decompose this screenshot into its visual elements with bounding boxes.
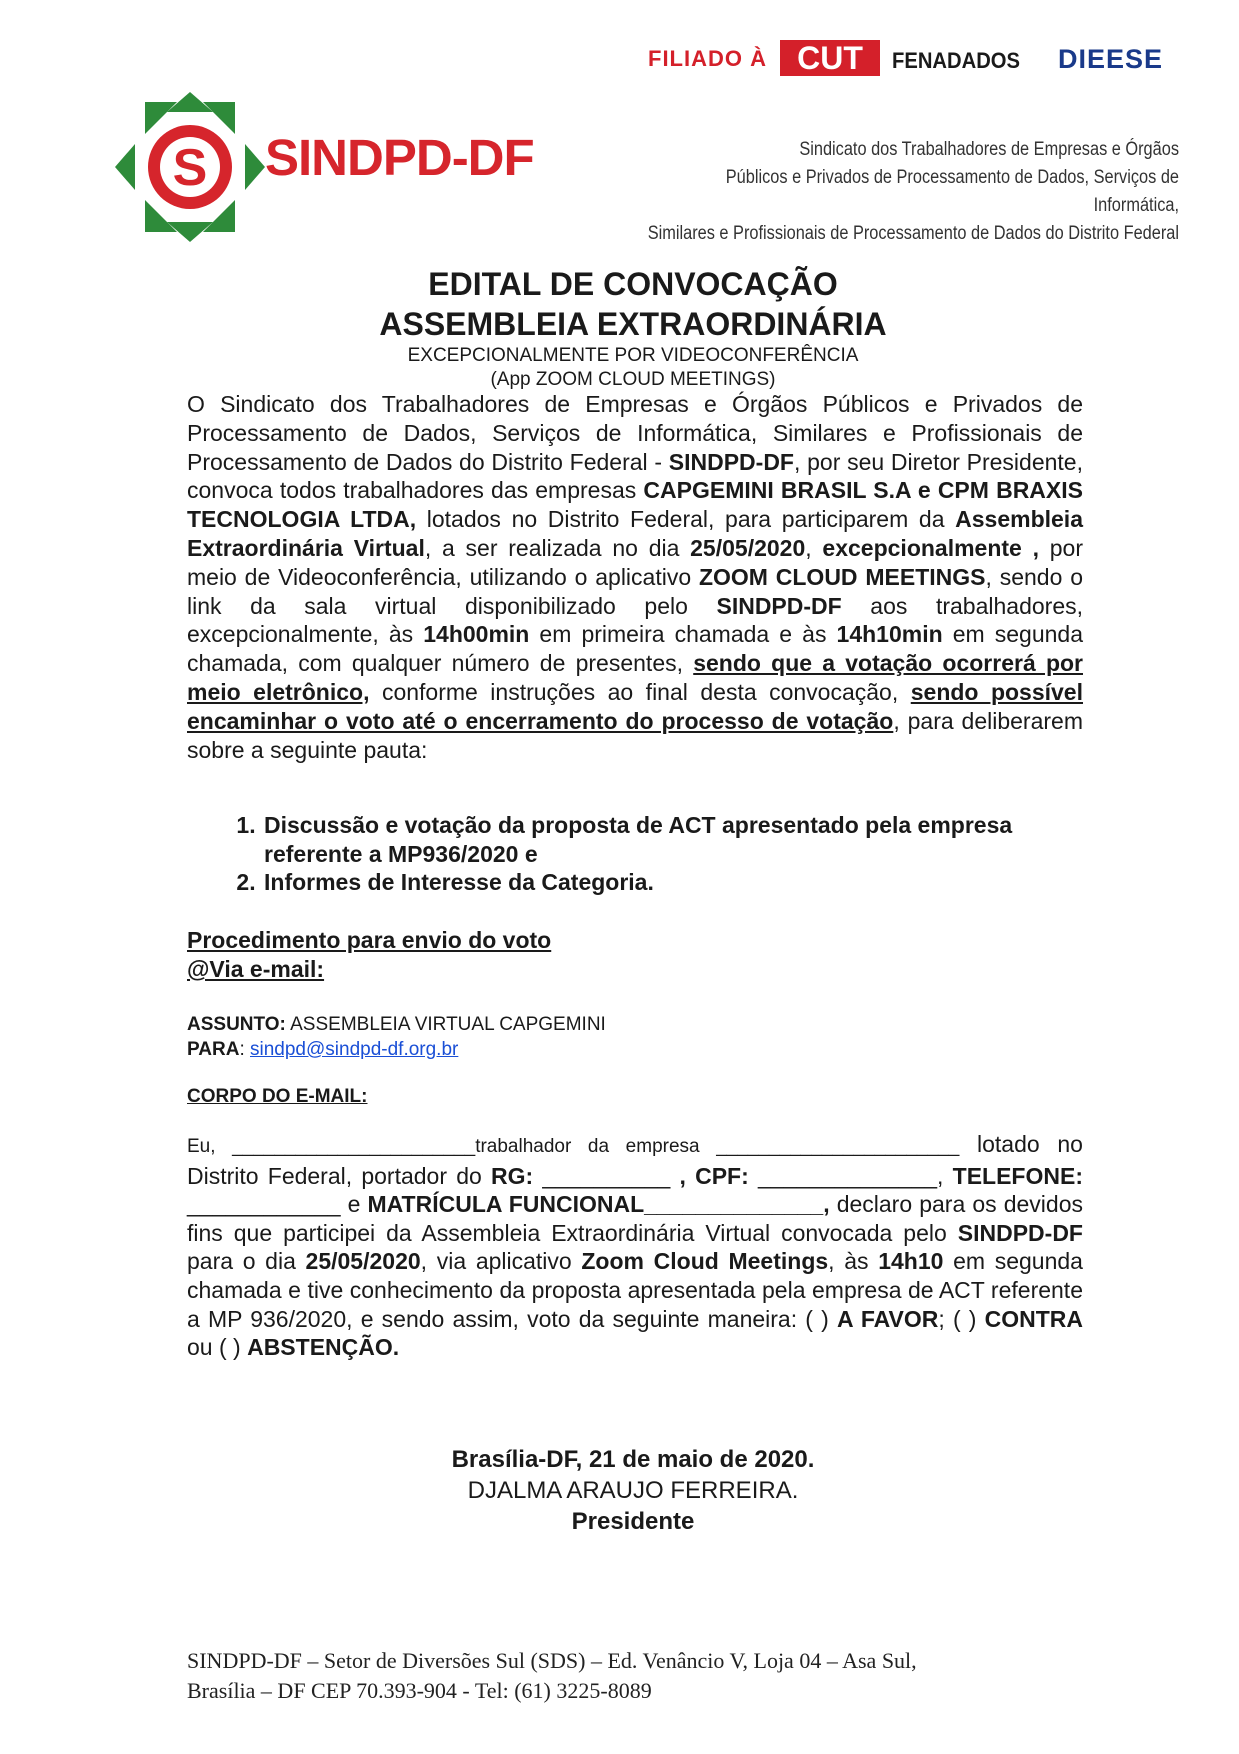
org-line: Similares e Profissionais de Processamento de Dados do Distrito Federal (647, 223, 1179, 244)
email-link[interactable]: sindpd@sindpd-df.org.br (250, 1039, 459, 1060)
signer-name: DJALMA ARAUJO FERREIRA. (467, 1477, 799, 1504)
procedure-title: Procedimento para envio do voto (187, 927, 552, 953)
agenda-list (187, 811, 1083, 897)
email-recipient: PARA: sindpd@sindpd-df.org.br (187, 1039, 459, 1060)
email-body-template: Eu, _______________________trabalhador da empresa _______________________ lotado no Distrito Federal, portador do RG: __________ , CPF: ______________, TELEFONE: ____________ e MATRÍCULA FUNCIONAL______________, declaro para os devidos fins que participei da Assembleia Extraordinária Virtual convocada pelo SINDPD-DF para o dia 25/05/2020, via aplicativo Zoom Cloud Meetings, às 14h10 em segunda chamada e tive conhecimento da proposta apresentada pela empresa de ACT referente a MP 936/2020, e sendo assim, voto da seguinte maneira: ( ) A FAVOR; ( ) CONTRA ou ( ) ABSTENÇÃO. (187, 1131, 1083, 1361)
sindpd-logo-emblem (115, 92, 265, 242)
cut-logo (780, 40, 880, 76)
videoconference-note: EXCEPCIONALMENTE POR VIDEOCONFERÊNCIA (407, 345, 859, 366)
document-subtitle: ASSEMBLEIA EXTRAORDINÁRIA (379, 306, 887, 342)
svg-text:CUT: CUT (797, 40, 863, 76)
footer-line: Brasília – DF CEP 70.393-904 - Tel: (61) 3225-8089 (187, 1677, 652, 1703)
convocation-paragraph: O Sindicato dos Trabalhadores de Empresas e Órgãos Públicos e Privados de Processamento de Dados, Serviços de Informática, Similares e Profissionais de Processamento de Dados do Distrito Federal - SINDPD-DF, por seu Diretor Presidente, convoca todos trabalhadores das empresas CAPGEMINI BRASIL S.A e CPM BRAXIS TECNOLOGIA LTDA, lotados no Distrito Federal, para participarem da Assembleia Extraordinária Virtual, a ser realizada no dia 25/05/2020, excepcionalmente , por meio de Videoconferência, utilizando o aplicativo ZOOM CLOUD MEETINGS, sendo o link da sala virtual disponibilizado pelo SINDPD-DF aos trabalhadores, excepcionalmente, às 14h00min em primeira chamada e às 14h10min em segunda chamada, com qualquer número de presentes, sendo que a votação ocorrerá por meio eletrônico, conforme instruções ao final desta convocação, sendo possível encaminhar o voto até o encerramento do processo de votação, para deliberarem sobre a seguinte pauta: (187, 391, 1083, 763)
fenadados-logo (892, 44, 1022, 74)
signer-role: Presidente (571, 1508, 695, 1535)
org-line: Sindicato dos Trabalhadores de Empresas e Órgãos (799, 139, 1179, 160)
document-title: EDITAL DE CONVOCAÇÃO (428, 266, 838, 302)
footer-address (187, 1646, 917, 1705)
procedure-via: @Via e-mail: (187, 956, 325, 982)
procedure-heading (187, 926, 551, 984)
app-note: (App ZOOM CLOUD MEETINGS) (490, 369, 776, 390)
email-subject: ASSUNTO: ASSEMBLEIA VIRTUAL CAPGEMINI (187, 1014, 606, 1035)
svg-text:FENADADOS: FENADADOS (892, 48, 1020, 73)
footer-line: SINDPD-DF – Setor de Diversões Sul (SDS) – Ed. Venâncio V, Loja 04 – Asa Sul, (187, 1648, 917, 1673)
agenda-item: 2. Informes de Interesse da Categoria. (262, 868, 1083, 897)
affiliation-bar (648, 40, 1188, 76)
place-date: Brasília-DF, 21 de maio de 2020. (451, 1446, 815, 1473)
svg-text:S: S (172, 139, 208, 197)
org-line: Públicos e Privados de Processamento de Dados, Serviços de Informática, (725, 167, 1179, 216)
dieese-logo: DIEESE (1058, 44, 1164, 74)
filiado-label: FILIADO À (648, 46, 767, 71)
organization-name (646, 136, 1179, 248)
sindpd-logo-text: SINDPD-DF (265, 129, 534, 186)
email-instructions (187, 1012, 606, 1062)
email-body-heading: CORPO DO E-MAIL: (187, 1086, 368, 1107)
agenda-item: 1. Discussão e votação da proposta de ACT apresentado pela empresa referente a MP936/2020 e (262, 811, 1083, 868)
